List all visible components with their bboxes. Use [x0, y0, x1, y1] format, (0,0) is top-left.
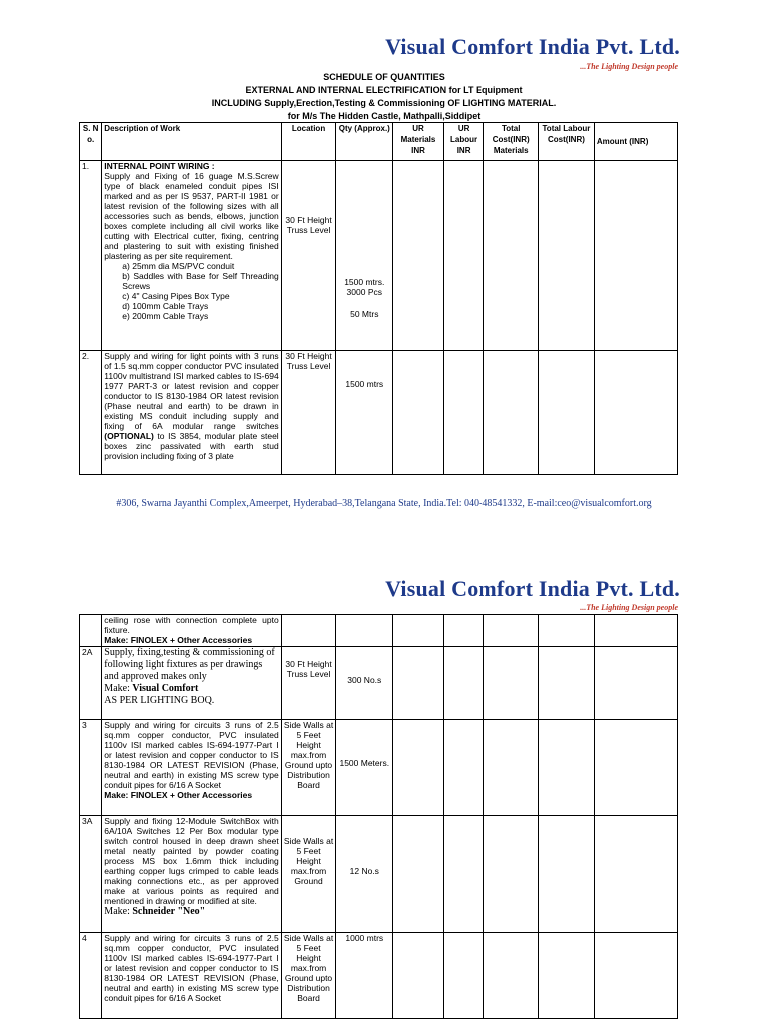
- row-make: [104, 906, 278, 918]
- col-qty: Qty (Approx.): [336, 123, 393, 161]
- row-qty-a: 1500 mtrs.: [344, 277, 385, 287]
- row-make-label: Make:: [104, 683, 133, 694]
- row-qty: [336, 161, 393, 351]
- row-sno: [80, 615, 102, 647]
- row-sno: 2A: [80, 647, 102, 720]
- row-description: Supply and wiring for circuits 3 runs of 2.5 sq.mm copper conductor, PVC insulated 1100v ISI marked cables IS-694-1977-Part I or latest revision and copper conductor to IS 8130-1984 OR LATEST REVISION (Phase, neutral and earth) in existing MS screw type conduit pipes for 6/16 A Socket: [102, 933, 281, 1019]
- row-location: [281, 161, 336, 351]
- row-item-e: e) 200mm Cable Trays: [122, 311, 209, 321]
- row-sno: 1.: [80, 161, 102, 351]
- row-total-labour: [539, 816, 595, 933]
- col-description: Description of Work: [102, 123, 281, 161]
- row-amount: [594, 351, 677, 475]
- row-qty: [336, 816, 393, 933]
- row-ur-materials: [393, 816, 444, 933]
- row-location: [281, 816, 336, 933]
- row-qty-text: 300 No.s: [347, 675, 382, 685]
- row-description: [102, 615, 281, 647]
- company-name: Visual Comfort India Pvt. Ltd.: [385, 34, 680, 59]
- row-sno: 4: [80, 933, 102, 1019]
- page-1: [0, 0, 768, 510]
- row-make-value: Visual Comfort: [132, 683, 199, 694]
- row-desc-text: ceiling rose with connection complete upto fixture.: [104, 615, 279, 635]
- row-qty-text: 1500 mtrs: [345, 379, 384, 389]
- row-ur-labour: [443, 615, 484, 647]
- row-sno: 3: [80, 720, 102, 816]
- row-total-materials: [484, 720, 539, 816]
- row-location-text: 30 Ft Height Truss Level: [285, 659, 332, 679]
- row-desc-text: Supply and wiring for circuits 3 runs of 2.5 sq.mm copper conductor, PVC insulated 1100v ISI marked cables IS-694-1977-Part I or latest revision and copper conductor to IS 8130-1984 OR LATEST REVISION (Phase, neutral and earth) in existing MS screw type conduit pipes for 6/16 A Socket: [104, 720, 279, 790]
- company-name: Visual Comfort India Pvt. Ltd.: [385, 576, 680, 601]
- row-description: [102, 351, 281, 475]
- row-location: [281, 647, 336, 720]
- row-desc-text: Supply and fixing 12-Module SwitchBox with 6A/10A Switches 12 Per Box modular type switch control housed in deep drawn sheet metal neatly painted by powder coating process MS box 1.6mm thick including earthing copper lugs crimped to cable leads making connections etc., as per approved make at various points as required and mentioned in drawing or modified at site.: [104, 816, 279, 906]
- col-total-labour: Total Labour Cost(INR): [539, 123, 595, 161]
- row-total-materials: [484, 933, 539, 1019]
- row-location-text: 30 Ft Height Truss Level: [285, 215, 332, 235]
- row-ur-materials: [393, 720, 444, 816]
- row-description: [102, 816, 281, 933]
- row-location: Side Walls at 5 Feet Height max.from Ground upto Distribution Board: [281, 720, 336, 816]
- row-sno: 2.: [80, 351, 102, 475]
- row-desc-text: Supply and Fixing of 16 guage M.S.Screw type of black enameled conduit pipes ISI marked and as per IS 9537, PART-II 1981 or latest revision of the following sizes with all accessories such as bends, elbows, junction boxes complete including all civil works like cutting with Electrical cutter, fixing, centring and plastering to suit with existing finished plastering as per site requirement.: [104, 171, 279, 261]
- row-location: Side Walls at 5 Feet Height max.from Ground upto Distribution Board: [281, 933, 336, 1019]
- row-sno: 3A: [80, 816, 102, 933]
- row-location: [281, 615, 336, 647]
- row-qty-text: 1500 Meters.: [339, 758, 390, 768]
- schedule-title: SCHEDULE OF QUANTITIES: [323, 72, 445, 82]
- row-description: [102, 161, 281, 351]
- row-item-a: a) 25mm dia MS/PVC conduit: [122, 261, 235, 271]
- row-amount: [594, 720, 677, 816]
- table-row: [80, 161, 678, 351]
- row-total-labour: [539, 351, 595, 475]
- schedule-client: for M/s The Hidden Castle, Mathpalli,Siddipet: [287, 111, 481, 121]
- row-total-labour: [539, 615, 595, 647]
- row-ur-labour: [443, 351, 484, 475]
- company-tagline: ...The Lighting Design people: [580, 603, 678, 612]
- row-ur-materials: [393, 647, 444, 720]
- col-sno: S. N o.: [80, 123, 102, 161]
- row-qty-b: 3000 Pcs: [346, 287, 382, 297]
- row-total-materials: [484, 161, 539, 351]
- row-location-text: Side Walls at 5 Feet Height max.from Ground: [283, 836, 334, 886]
- row-qty: [336, 615, 393, 647]
- row-make-value: Schneider "Neo": [132, 906, 206, 917]
- quantities-table-page1: [79, 122, 678, 475]
- row-item-b: b) Saddles with Base for Self Threading Screws: [122, 271, 279, 291]
- col-amount: Amount (INR): [594, 123, 677, 161]
- quantities-table-page2: [79, 614, 678, 1019]
- row-amount: [594, 161, 677, 351]
- row-desc-text: Supply and wiring for light points with 3 runs of 1.5 sq.mm copper conductor PVC insulated 1100v multistrand ISI marked cables to IS-694 1977 PART-3 or latest revision and copper conductor to IS 8130-1984 OR latest revision (Phase neutral and earth) to be drawn in existing MS conduit including supply and fixing of 6A modular range switches: [104, 351, 279, 431]
- footer-address: #306, Swarna Jayanthi Complex,Ameerpet, Hyderabad–38,Telangana State, India.Tel: 040-48541332, E-mail:ceo@visualcomfort.org: [116, 498, 652, 509]
- page-2: [0, 560, 768, 1024]
- row-description: [102, 647, 281, 720]
- row-ur-materials: [393, 933, 444, 1019]
- row-desc-text-b: to IS 3854, modular plate steel boxes zinc passivated with earth stud provision including fixing of 3 plate: [104, 431, 279, 461]
- col-total-materials: Total Cost(INR) Materials: [484, 123, 539, 161]
- row-qty: 1000 mtrs: [336, 933, 393, 1019]
- row-qty: [336, 647, 393, 720]
- row-make: Make: FINOLEX + Other Accessories: [104, 790, 253, 800]
- row-total-materials: [484, 816, 539, 933]
- table-row: [80, 933, 678, 1019]
- table-row: [80, 816, 678, 933]
- row-total-materials: [484, 647, 539, 720]
- row-note: AS PER LIGHTING BOQ.: [104, 695, 215, 706]
- schedule-scope: INCLUDING Supply,Erection,Testing & Commissioning OF LIGHTING MATERIAL.: [211, 98, 557, 108]
- row-ur-materials: [393, 351, 444, 475]
- row-amount: [594, 816, 677, 933]
- row-qty: [336, 351, 393, 475]
- col-location: Location: [281, 123, 336, 161]
- table-row: [80, 647, 678, 720]
- row-item-d: d) 100mm Cable Trays: [122, 301, 209, 311]
- row-description: [102, 720, 281, 816]
- schedule-subtitle: EXTERNAL AND INTERNAL ELECTRIFICATION for LT Equipment: [245, 85, 523, 95]
- table-row: [80, 615, 678, 647]
- company-tagline: ...The Lighting Design people: [580, 62, 678, 71]
- row-ur-materials: [393, 615, 444, 647]
- row-desc-text: Supply, fixing,testing & commissioning of following light fixtures as per drawings and approved makes only: [104, 647, 275, 682]
- col-ur-labour: UR Labour INR: [443, 123, 484, 161]
- row-total-labour: [539, 161, 595, 351]
- row-total-labour: [539, 720, 595, 816]
- row-total-materials: [484, 351, 539, 475]
- row-ur-labour: [443, 720, 484, 816]
- row-amount: [594, 647, 677, 720]
- row-ur-labour: [443, 647, 484, 720]
- row-qty-c: 50 Mtrs: [350, 309, 379, 319]
- row-make-label: Make:: [104, 906, 133, 917]
- row-title: INTERNAL POINT WIRING :: [104, 161, 215, 171]
- row-amount: [594, 933, 677, 1019]
- col-ur-materials: UR Materials INR: [393, 123, 444, 161]
- row-make: [104, 683, 278, 695]
- row-desc-optional: (OPTIONAL): [104, 431, 154, 441]
- row-ur-materials: [393, 161, 444, 351]
- row-ur-labour: [443, 161, 484, 351]
- row-total-labour: [539, 933, 595, 1019]
- row-amount: [594, 615, 677, 647]
- row-total-materials: [484, 615, 539, 647]
- row-make: Make: FINOLEX + Other Accessories: [104, 635, 253, 645]
- row-total-labour: [539, 647, 595, 720]
- row-qty: [336, 720, 393, 816]
- row-ur-labour: [443, 933, 484, 1019]
- row-qty-text: 12 No.s: [349, 866, 379, 876]
- table-row: [80, 720, 678, 816]
- row-ur-labour: [443, 816, 484, 933]
- row-item-c: c) 4" Casing Pipes Box Type: [122, 291, 230, 301]
- table-row: [80, 351, 678, 475]
- row-location: 30 Ft Height Truss Level: [281, 351, 336, 475]
